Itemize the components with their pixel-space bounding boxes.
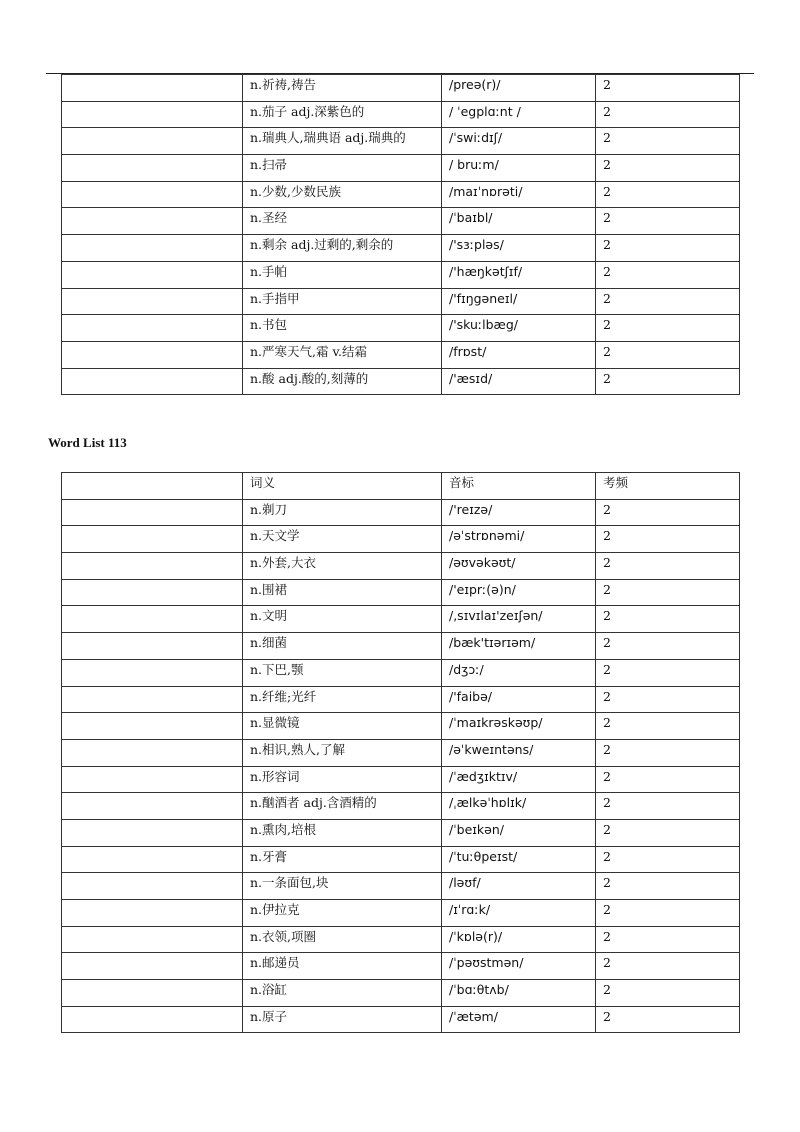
- empty-cell: [62, 713, 243, 740]
- meaning-cell: n.浴缸: [243, 980, 442, 1007]
- meaning-cell: n.酸 adj.酸的,刻薄的: [243, 368, 442, 395]
- table-row: [62, 713, 740, 740]
- table-row: [62, 526, 740, 553]
- meaning-cell: n.茄子 adj.深紫色的: [243, 101, 442, 128]
- table-row: [62, 181, 740, 208]
- table-row: [62, 315, 740, 342]
- header-phonetic: 音标: [442, 473, 596, 500]
- phonetic-cell: / ˈegplɑːnt /: [442, 101, 596, 128]
- table-row: [62, 846, 740, 873]
- table-row: [62, 261, 740, 288]
- frequency-cell: 2: [596, 606, 740, 633]
- phonetic-cell: /'eɪprː(ə)n/: [442, 579, 596, 606]
- meaning-cell: n.熏肉,培根: [243, 819, 442, 846]
- table-row: [62, 926, 740, 953]
- phonetic-cell: /əˈkweɪntəns/: [442, 739, 596, 766]
- frequency-cell: 2: [596, 235, 740, 262]
- phonetic-cell: /ˈmaɪkrəskəʊp/: [442, 713, 596, 740]
- phonetic-cell: /ˈtuːθpeɪst/: [442, 846, 596, 873]
- phonetic-cell: /ˈædʒɪktɪv/: [442, 766, 596, 793]
- phonetic-cell: /ɪˈrɑːk/: [442, 900, 596, 927]
- header-frequency: 考频: [596, 473, 740, 500]
- table-row: [62, 819, 740, 846]
- phonetic-cell: /'skuːlbæg/: [442, 315, 596, 342]
- meaning-cell: n.瑞典人,瑞典语 adj.瑞典的: [243, 128, 442, 155]
- frequency-cell: 2: [596, 315, 740, 342]
- table-row: [62, 953, 740, 980]
- empty-cell: [62, 341, 243, 368]
- phonetic-cell: /'reɪzə/: [442, 499, 596, 526]
- meaning-cell: n.伊拉克: [243, 900, 442, 927]
- frequency-cell: 2: [596, 980, 740, 1007]
- meaning-cell: n.圣经: [243, 208, 442, 235]
- frequency-cell: 2: [596, 208, 740, 235]
- frequency-cell: 2: [596, 155, 740, 182]
- table-row: [62, 686, 740, 713]
- meaning-cell: n.显微镜: [243, 713, 442, 740]
- phonetic-cell: /'æsɪd/: [442, 368, 596, 395]
- phonetic-cell: /ˈbɑːθtʌb/: [442, 980, 596, 1007]
- empty-cell: [62, 766, 243, 793]
- frequency-cell: 2: [596, 659, 740, 686]
- empty-cell: [62, 261, 243, 288]
- table-row: [62, 101, 740, 128]
- frequency-cell: 2: [596, 75, 740, 102]
- empty-cell: [62, 526, 243, 553]
- empty-cell: [62, 900, 243, 927]
- table-row: [62, 75, 740, 102]
- frequency-cell: 2: [596, 686, 740, 713]
- meaning-cell: n.剩余 adj.过剩的,剩余的: [243, 235, 442, 262]
- meaning-cell: n.围裙: [243, 579, 442, 606]
- frequency-cell: 2: [596, 819, 740, 846]
- frequency-cell: 2: [596, 1006, 740, 1033]
- phonetic-cell: /maɪˈnɒrəti/: [442, 181, 596, 208]
- meaning-cell: n.一条面包,块: [243, 873, 442, 900]
- empty-cell: [62, 315, 243, 342]
- meaning-cell: n.细菌: [243, 633, 442, 660]
- empty-cell: [62, 235, 243, 262]
- phonetic-cell: /əʊvəkəʊt/: [442, 553, 596, 580]
- phonetic-cell: /ˌælkəˈhɒlɪk/: [442, 793, 596, 820]
- frequency-cell: 2: [596, 633, 740, 660]
- frequency-cell: 2: [596, 128, 740, 155]
- table-row: [62, 288, 740, 315]
- table-row: [62, 208, 740, 235]
- table-row: [62, 900, 740, 927]
- empty-cell: [62, 686, 243, 713]
- phonetic-cell: /ˈbaɪbl/: [442, 208, 596, 235]
- empty-cell: [62, 208, 243, 235]
- empty-cell: [62, 368, 243, 395]
- phonetic-cell: / bruːm/: [442, 155, 596, 182]
- empty-cell: [62, 953, 243, 980]
- phonetic-cell: /,sɪvɪlaɪ'zeɪʃən/: [442, 606, 596, 633]
- phonetic-cell: /ləʊf/: [442, 873, 596, 900]
- meaning-cell: n.下巴,颚: [243, 659, 442, 686]
- empty-cell: [62, 739, 243, 766]
- empty-cell: [62, 873, 243, 900]
- frequency-cell: 2: [596, 926, 740, 953]
- empty-cell: [62, 633, 243, 660]
- frequency-cell: 2: [596, 579, 740, 606]
- meaning-cell: n.纤维;光纤: [243, 686, 442, 713]
- empty-cell: [62, 846, 243, 873]
- meaning-cell: n.衣领,项圈: [243, 926, 442, 953]
- header-meaning: 词义: [243, 473, 442, 500]
- empty-cell: [62, 793, 243, 820]
- frequency-cell: 2: [596, 101, 740, 128]
- table-row: [62, 128, 740, 155]
- frequency-cell: 2: [596, 499, 740, 526]
- meaning-cell: n.书包: [243, 315, 442, 342]
- empty-cell: [62, 819, 243, 846]
- empty-cell: [62, 553, 243, 580]
- empty-cell: [62, 499, 243, 526]
- word-list-113-table: [61, 472, 740, 1033]
- empty-cell: [62, 1006, 243, 1033]
- meaning-cell: n.形容词: [243, 766, 442, 793]
- frequency-cell: 2: [596, 953, 740, 980]
- table-row: [62, 579, 740, 606]
- table-row: [62, 873, 740, 900]
- table-row: [62, 793, 740, 820]
- meaning-cell: n.外套,大衣: [243, 553, 442, 580]
- frequency-cell: 2: [596, 793, 740, 820]
- empty-cell: [62, 926, 243, 953]
- empty-cell: [62, 128, 243, 155]
- frequency-cell: 2: [596, 713, 740, 740]
- table-row: [62, 1006, 740, 1033]
- meaning-cell: n.手指甲: [243, 288, 442, 315]
- table-row: [62, 553, 740, 580]
- frequency-cell: 2: [596, 181, 740, 208]
- word-list-title: Word List 113: [48, 435, 127, 450]
- frequency-cell: 2: [596, 341, 740, 368]
- phonetic-cell: /dʒɔː/: [442, 659, 596, 686]
- meaning-cell: n.严寒天气,霜 v.结霜: [243, 341, 442, 368]
- meaning-cell: n.少数,少数民族: [243, 181, 442, 208]
- word-list-table-continued: [61, 74, 740, 395]
- meaning-cell: n.相识,熟人,了解: [243, 739, 442, 766]
- table-row: [62, 499, 740, 526]
- empty-cell: [62, 659, 243, 686]
- empty-cell: [62, 606, 243, 633]
- phonetic-cell: /'hæŋkətʃɪf/: [442, 261, 596, 288]
- frequency-cell: 2: [596, 846, 740, 873]
- frequency-cell: 2: [596, 288, 740, 315]
- phonetic-cell: /preə(r)/: [442, 75, 596, 102]
- empty-cell: [62, 155, 243, 182]
- phonetic-cell: /'fɪŋgəneɪl/: [442, 288, 596, 315]
- meaning-cell: n.剃刀: [243, 499, 442, 526]
- meaning-cell: n.酗酒者 adj.含酒精的: [243, 793, 442, 820]
- frequency-cell: 2: [596, 261, 740, 288]
- table-row: [62, 766, 740, 793]
- table-row: [62, 368, 740, 395]
- meaning-cell: n.牙膏: [243, 846, 442, 873]
- empty-cell: [62, 288, 243, 315]
- empty-cell: [62, 101, 243, 128]
- table-row: [62, 980, 740, 1007]
- phonetic-cell: /bæk'tɪərɪəm/: [442, 633, 596, 660]
- meaning-cell: n.原子: [243, 1006, 442, 1033]
- table-row: [62, 633, 740, 660]
- empty-cell: [62, 980, 243, 1007]
- empty-cell: [62, 75, 243, 102]
- phonetic-cell: /ˈpəʊstmən/: [442, 953, 596, 980]
- table-row: [62, 606, 740, 633]
- meaning-cell: n.天文学: [243, 526, 442, 553]
- meaning-cell: n.扫帚: [243, 155, 442, 182]
- frequency-cell: 2: [596, 739, 740, 766]
- phonetic-cell: /ˈkɒlə(r)/: [442, 926, 596, 953]
- table-header-row: [62, 473, 740, 500]
- phonetic-cell: /'faibə/: [442, 686, 596, 713]
- phonetic-cell: /frɒst/: [442, 341, 596, 368]
- phonetic-cell: /ˈætəm/: [442, 1006, 596, 1033]
- meaning-cell: n.手帕: [243, 261, 442, 288]
- meaning-cell: n.邮递员: [243, 953, 442, 980]
- frequency-cell: 2: [596, 368, 740, 395]
- table-row: [62, 235, 740, 262]
- phonetic-cell: /ˈswiːdɪʃ/: [442, 128, 596, 155]
- table-row: [62, 155, 740, 182]
- empty-cell: [62, 473, 243, 500]
- empty-cell: [62, 579, 243, 606]
- meaning-cell: n.文明: [243, 606, 442, 633]
- frequency-cell: 2: [596, 900, 740, 927]
- table-row: [62, 659, 740, 686]
- table-row: [62, 739, 740, 766]
- phonetic-cell: /ˈbeɪkən/: [442, 819, 596, 846]
- meaning-cell: n.祈祷,祷告: [243, 75, 442, 102]
- frequency-cell: 2: [596, 766, 740, 793]
- phonetic-cell: /əˈstrɒnəmi/: [442, 526, 596, 553]
- frequency-cell: 2: [596, 873, 740, 900]
- table-row: [62, 341, 740, 368]
- frequency-cell: 2: [596, 526, 740, 553]
- phonetic-cell: /'sɜːpləs/: [442, 235, 596, 262]
- frequency-cell: 2: [596, 553, 740, 580]
- empty-cell: [62, 181, 243, 208]
